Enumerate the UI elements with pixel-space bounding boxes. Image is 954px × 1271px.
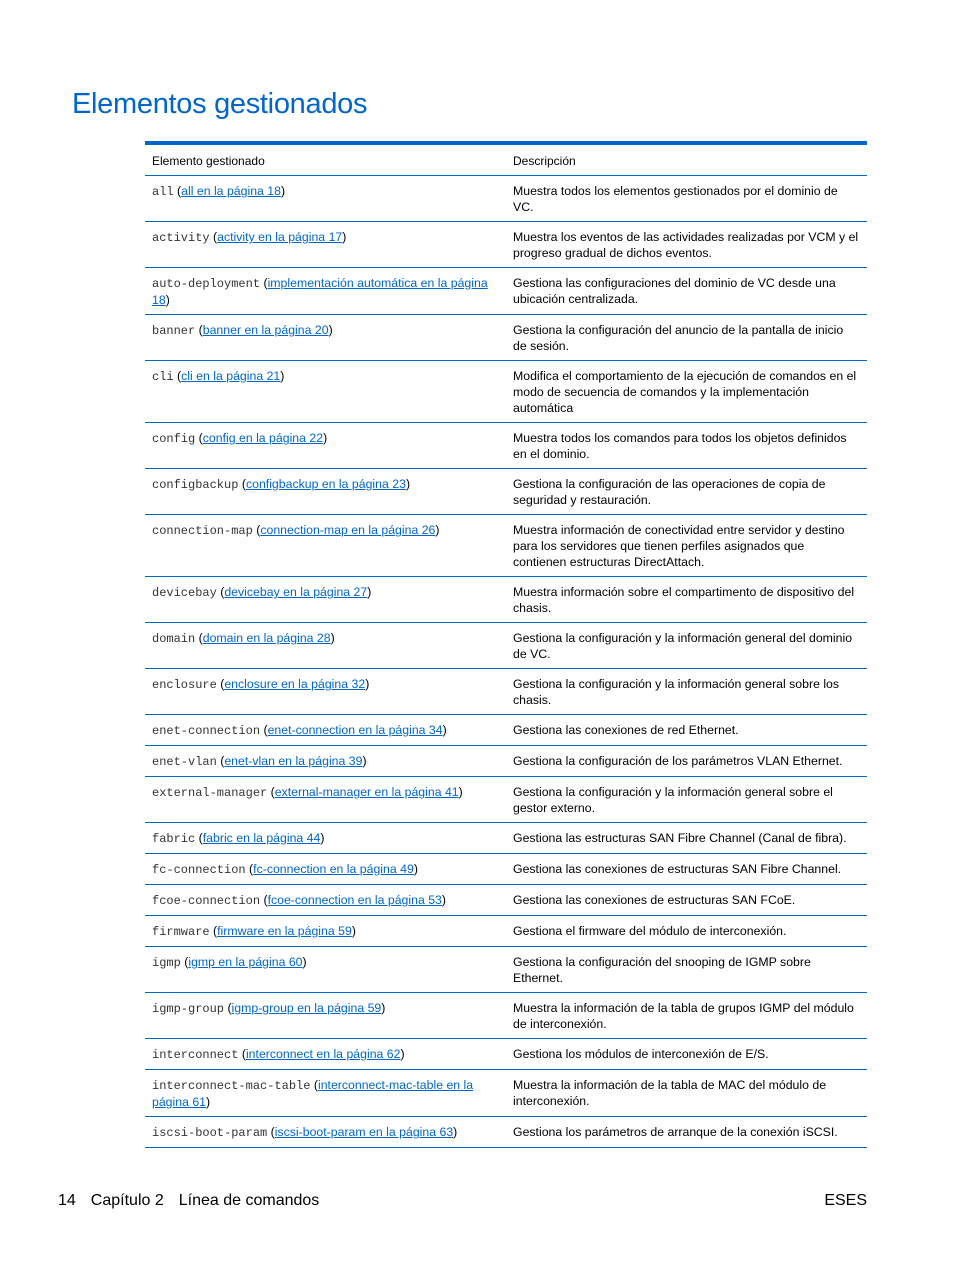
table-row xyxy=(145,823,867,854)
cross-reference-link[interactable]: igmp-group en la página 59 xyxy=(231,1001,382,1015)
element-cell xyxy=(145,885,506,916)
command-name: connection-map xyxy=(152,524,253,538)
managed-elements-table xyxy=(145,141,867,1148)
table-row xyxy=(145,515,867,577)
open-paren: ( xyxy=(249,862,254,876)
element-cell xyxy=(145,947,506,993)
element-cell xyxy=(145,315,506,361)
open-paren: ( xyxy=(213,924,218,938)
cross-reference-link[interactable]: interconnect-mac-table en la página 61 xyxy=(152,1078,474,1109)
open-paren: ( xyxy=(227,1001,232,1015)
table-row xyxy=(145,854,867,885)
cross-reference-link[interactable]: external-manager en la página 41 xyxy=(274,785,459,799)
open-paren: ( xyxy=(263,893,268,907)
close-paren: ) xyxy=(441,893,447,907)
open-paren: ( xyxy=(220,754,225,768)
table-row xyxy=(145,577,867,623)
command-name: config xyxy=(152,432,196,446)
table-row xyxy=(145,268,867,315)
close-paren: ) xyxy=(458,785,463,799)
description-cell: Gestiona las conexiones de estructuras SAN Fibre Channel. xyxy=(506,854,867,885)
close-paren: ) xyxy=(342,230,347,244)
close-paren: ) xyxy=(323,431,328,445)
cross-reference-link[interactable]: activity en la página 17 xyxy=(217,230,343,244)
cross-reference-link[interactable]: igmp en la página 60 xyxy=(188,955,303,969)
open-paren: ( xyxy=(198,431,203,445)
cross-reference-link[interactable]: firmware en la página 59 xyxy=(217,924,352,938)
element-cell xyxy=(145,268,506,315)
open-paren: ( xyxy=(220,585,225,599)
page-title: Elementos gestionados xyxy=(72,88,368,120)
description-cell: Gestiona las estructuras SAN Fibre Channel (Canal de fibra). xyxy=(506,823,867,854)
table-header-row xyxy=(145,145,867,176)
description-cell: Muestra los eventos de las actividades realizadas por VCM y el progreso gradual de dichos eventos. xyxy=(506,222,867,268)
close-paren: ) xyxy=(400,1047,405,1061)
close-paren: ) xyxy=(165,293,170,307)
element-cell xyxy=(145,176,506,222)
close-paren: ) xyxy=(367,585,372,599)
description-cell: Gestiona el firmware del módulo de interconexión. xyxy=(506,916,867,947)
command-name: devicebay xyxy=(152,586,217,600)
close-paren: ) xyxy=(435,523,440,537)
close-paren: ) xyxy=(365,677,370,691)
open-paren: ( xyxy=(241,1047,246,1061)
header-element: Elemento gestionado xyxy=(145,145,506,176)
command-name: configbackup xyxy=(152,478,239,492)
command-name: iscsi-boot-param xyxy=(152,1126,268,1140)
command-name: interconnect-mac-table xyxy=(152,1079,311,1093)
cross-reference-link[interactable]: devicebay en la página 27 xyxy=(224,585,368,599)
cross-reference-link[interactable]: implementación automática en la página 18 xyxy=(152,276,488,307)
command-name: domain xyxy=(152,632,196,646)
table-row xyxy=(145,947,867,993)
page-number: 14 xyxy=(58,1192,76,1209)
cross-reference-link[interactable]: enet-connection en la página 34 xyxy=(267,723,443,737)
description-cell: Gestiona la configuración de las operaciones de copia de seguridad y restauración. xyxy=(506,469,867,515)
cross-reference-link[interactable]: interconnect en la página 62 xyxy=(245,1047,401,1061)
description-cell: Gestiona la configuración del anuncio de la pantalla de inicio de sesión. xyxy=(506,315,867,361)
table-row xyxy=(145,315,867,361)
cross-reference-link[interactable]: fc-connection en la página 49 xyxy=(253,862,414,876)
description-cell: Gestiona las configuraciones del dominio de VC desde una ubicación centralizada. xyxy=(506,268,867,315)
close-paren: ) xyxy=(302,955,307,969)
description-cell: Muestra información sobre el compartimento de dispositivo del chasis. xyxy=(506,577,867,623)
cross-reference-link[interactable]: enclosure en la página 32 xyxy=(224,677,366,691)
open-paren: ( xyxy=(177,369,182,383)
open-paren: ( xyxy=(263,276,268,290)
table-row xyxy=(145,469,867,515)
table-row xyxy=(145,1039,867,1070)
open-paren: ( xyxy=(270,785,275,799)
open-paren: ( xyxy=(241,477,246,491)
command-name: fabric xyxy=(152,832,196,846)
close-paren: ) xyxy=(330,631,335,645)
element-cell xyxy=(145,669,506,715)
description-cell: Muestra todos los elementos gestionados por el dominio de VC. xyxy=(506,176,867,222)
footer-locale: ESES xyxy=(824,1192,867,1209)
table-row xyxy=(145,623,867,669)
command-name: fcoe-connection xyxy=(152,894,261,908)
element-cell xyxy=(145,469,506,515)
open-paren: ( xyxy=(184,955,189,969)
command-name: external-manager xyxy=(152,786,268,800)
table xyxy=(145,145,867,1148)
chapter-label: Capítulo 2 xyxy=(90,1192,164,1209)
cross-reference-link[interactable]: fabric en la página 44 xyxy=(202,831,321,845)
chapter-title: Línea de comandos xyxy=(178,1192,320,1209)
cross-reference-link[interactable]: connection-map en la página 26 xyxy=(260,523,436,537)
description-cell: Gestiona los módulos de interconexión de E/S. xyxy=(506,1039,867,1070)
element-cell xyxy=(145,423,506,469)
description-cell: Gestiona la configuración del snooping de IGMP sobre Ethernet. xyxy=(506,947,867,993)
open-paren: ( xyxy=(198,831,203,845)
table-row xyxy=(145,1070,867,1117)
description-cell: Gestiona las conexiones de estructuras SAN FCoE. xyxy=(506,885,867,916)
command-name: fc-connection xyxy=(152,863,246,877)
close-paren: ) xyxy=(362,754,367,768)
description-cell: Gestiona las conexiones de red Ethernet. xyxy=(506,715,867,746)
cross-reference-link[interactable]: fcoe-connection en la página 53 xyxy=(267,893,442,907)
close-paren: ) xyxy=(280,369,285,383)
command-name: all xyxy=(152,185,174,199)
table-row xyxy=(145,176,867,222)
table-row xyxy=(145,916,867,947)
command-name: enet-connection xyxy=(152,724,261,738)
command-name: activity xyxy=(152,231,210,245)
element-cell xyxy=(145,623,506,669)
close-paren: ) xyxy=(206,1095,211,1109)
open-paren: ( xyxy=(256,523,261,537)
element-cell xyxy=(145,854,506,885)
table-row xyxy=(145,1117,867,1148)
description-cell: Muestra información de conectividad entre servidor y destino para los servidores que tienen perfiles asignados que contienen estructuras DirectAttach. xyxy=(506,515,867,577)
table-row xyxy=(145,715,867,746)
close-paren: ) xyxy=(442,723,447,737)
cross-reference-link[interactable]: configbackup en la página 23 xyxy=(245,477,406,491)
open-paren: ( xyxy=(213,230,218,244)
open-paren: ( xyxy=(198,323,203,337)
table-row xyxy=(145,777,867,823)
command-name: cli xyxy=(152,370,174,384)
element-cell xyxy=(145,515,506,577)
description-cell: Muestra la información de la tabla de grupos IGMP del módulo de interconexión. xyxy=(506,993,867,1039)
close-paren: ) xyxy=(351,924,356,938)
description-cell: Gestiona la configuración y la información general del dominio de VC. xyxy=(506,623,867,669)
open-paren: ( xyxy=(220,677,225,691)
cross-reference-link[interactable]: all en la página 18 xyxy=(181,184,281,198)
close-paren: ) xyxy=(328,323,333,337)
table-row xyxy=(145,222,867,268)
command-name: firmware xyxy=(152,925,210,939)
footer-left xyxy=(58,1192,334,1210)
close-paren: ) xyxy=(320,831,325,845)
table-row xyxy=(145,423,867,469)
command-name: banner xyxy=(152,324,196,338)
cross-reference-link[interactable]: iscsi-boot-param en la página 63 xyxy=(274,1125,454,1139)
table-row xyxy=(145,361,867,423)
description-cell: Muestra todos los comandos para todos los objetos definidos en el dominio. xyxy=(506,423,867,469)
element-cell xyxy=(145,823,506,854)
table-row xyxy=(145,746,867,777)
command-name: igmp-group xyxy=(152,1002,225,1016)
open-paren: ( xyxy=(177,184,182,198)
element-cell xyxy=(145,222,506,268)
close-paren: ) xyxy=(453,1125,458,1139)
table-row xyxy=(145,885,867,916)
close-paren: ) xyxy=(381,1001,386,1015)
cross-reference-link[interactable]: enet-vlan en la página 39 xyxy=(224,754,363,768)
cross-reference-link[interactable]: cli en la página 21 xyxy=(181,369,281,383)
open-paren: ( xyxy=(270,1125,275,1139)
element-cell xyxy=(145,361,506,423)
table-row xyxy=(145,669,867,715)
description-cell: Gestiona los parámetros de arranque de la conexión iSCSI. xyxy=(506,1117,867,1148)
header-description: Descripción xyxy=(506,145,867,176)
element-cell xyxy=(145,777,506,823)
command-name: igmp xyxy=(152,956,181,970)
command-name: interconnect xyxy=(152,1048,239,1062)
open-paren: ( xyxy=(198,631,203,645)
command-name: auto-deployment xyxy=(152,277,261,291)
close-paren: ) xyxy=(405,477,411,491)
command-name: enclosure xyxy=(152,678,217,692)
element-cell xyxy=(145,993,506,1039)
close-paren: ) xyxy=(413,862,418,876)
description-cell: Gestiona la configuración y la información general sobre el gestor externo. xyxy=(506,777,867,823)
element-cell xyxy=(145,577,506,623)
cross-reference-link[interactable]: banner en la página 20 xyxy=(202,323,329,337)
element-cell xyxy=(145,715,506,746)
element-cell xyxy=(145,1117,506,1148)
table-row xyxy=(145,993,867,1039)
open-paren: ( xyxy=(263,723,268,737)
command-name: enet-vlan xyxy=(152,755,217,769)
element-cell xyxy=(145,916,506,947)
description-cell: Gestiona la configuración de los parámetros VLAN Ethernet. xyxy=(506,746,867,777)
description-cell: Modifica el comportamiento de la ejecución de comandos en el modo de secuencia de comandos y la implementación automática xyxy=(506,361,867,423)
description-cell: Muestra la información de la tabla de MAC del módulo de interconexión. xyxy=(506,1070,867,1117)
cross-reference-link[interactable]: config en la página 22 xyxy=(202,431,324,445)
element-cell xyxy=(145,1070,506,1117)
open-paren: ( xyxy=(313,1078,318,1092)
description-cell: Gestiona la configuración y la información general sobre los chasis. xyxy=(506,669,867,715)
element-cell xyxy=(145,1039,506,1070)
element-cell xyxy=(145,746,506,777)
cross-reference-link[interactable]: domain en la página 28 xyxy=(202,631,331,645)
close-paren: ) xyxy=(280,184,286,198)
